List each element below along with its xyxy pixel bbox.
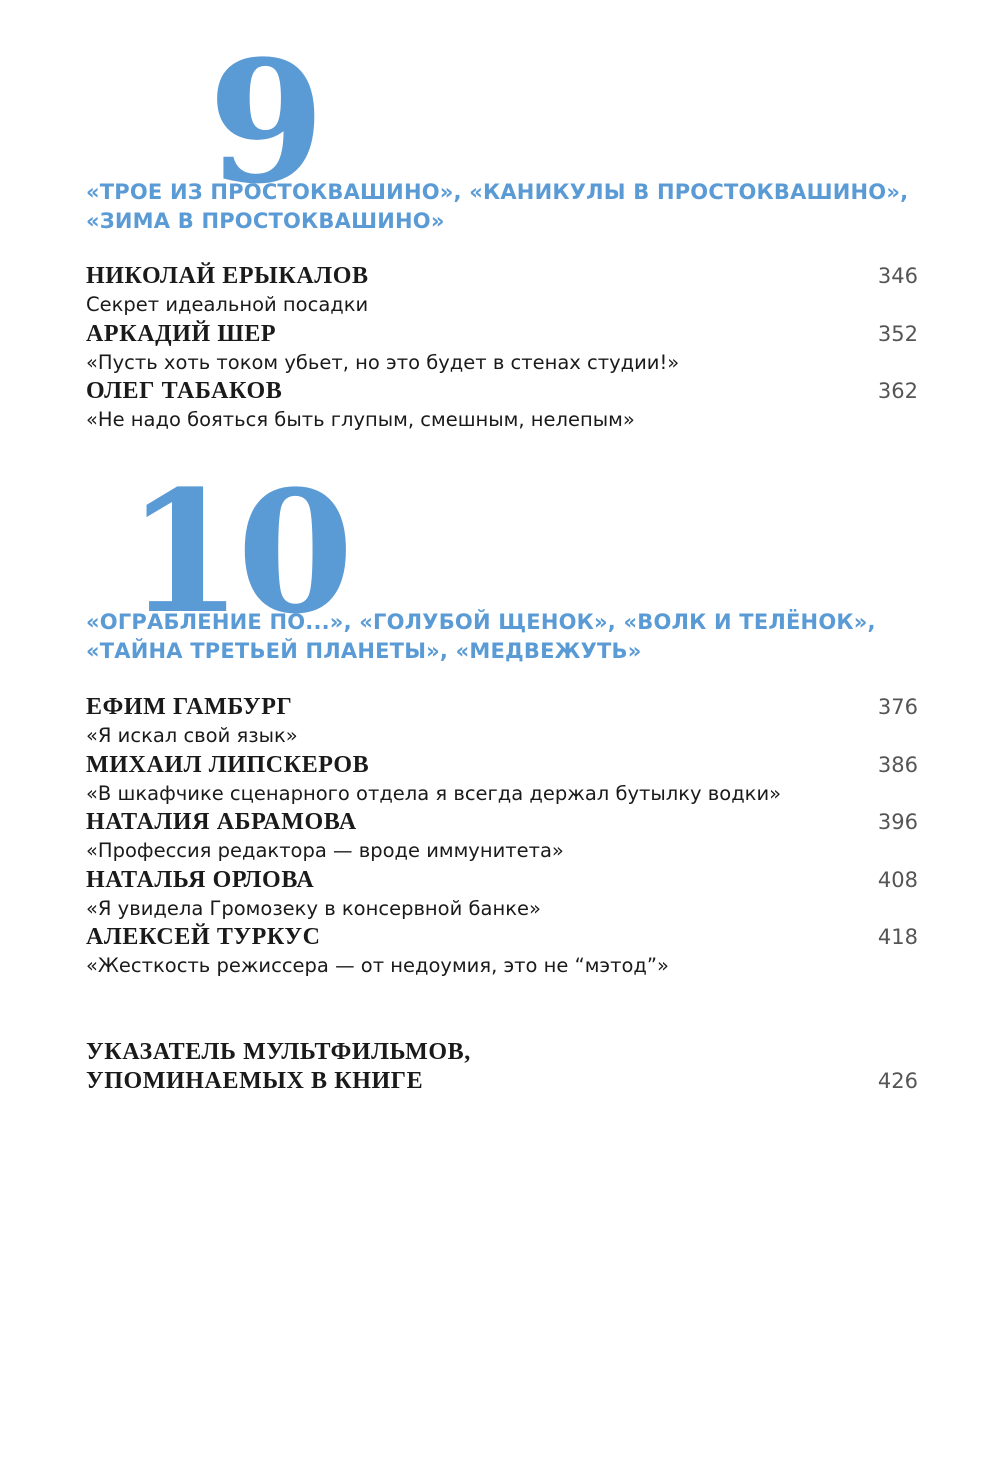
entry-title: «Пусть хоть током убьет, но это будет в стенах студии!» (86, 350, 680, 374)
toc-entry[interactable] (86, 808, 916, 866)
entry-page-number: 408 (877, 867, 918, 892)
entry-title: «В шкафчике сценарного отдела я всегда держал бутылку водки» (86, 781, 782, 805)
entry-title: «Жесткость режиссера — от недоумия, это не “мэтод”» (86, 954, 669, 977)
toc-entry[interactable] (86, 923, 916, 981)
entry-title: «Я искал свой язык» (86, 724, 298, 747)
entry-title: «Профессия редактора — вроде иммунитета» (86, 839, 564, 862)
toc-entry[interactable] (86, 320, 916, 378)
chapter-9-films (86, 178, 916, 236)
index-title-line-2: УПОМИНАЕМЫХ В КНИГЕ (86, 1068, 424, 1094)
entry-page-number: 362 (877, 379, 918, 403)
chapter-10-entries (86, 693, 916, 981)
entry-page-number: 418 (877, 925, 918, 949)
chapter-10-films (86, 608, 916, 666)
index-entry[interactable] (86, 1038, 916, 1096)
entry-author: ОЛЕГ ТАБАКОВ (86, 378, 283, 404)
toc-entry[interactable] (86, 377, 916, 435)
chapter-10-number: 10 (126, 453, 348, 651)
entry-author: НИКОЛАЙ ЕРЫКАЛОВ (86, 263, 369, 289)
chapter-9-films-line-1: «ТРОЕ ИЗ ПРОСТОКВАШИНО», «КАНИКУЛЫ В ПРОСТОКВАШИНО», (86, 180, 909, 204)
entry-author: МИХАИЛ ЛИПСКЕРОВ (86, 751, 370, 778)
toc-entry[interactable] (86, 751, 916, 809)
entry-author: АРКАДИЙ ШЕР (86, 320, 277, 347)
entry-page-number: 352 (877, 321, 918, 346)
entry-page-number: 386 (877, 752, 918, 777)
chapter-9-films-line-2: «ЗИМА В ПРОСТОКВАШИНО» (86, 209, 445, 233)
entry-title: Секрет идеальной посадки (86, 293, 369, 316)
entry-author: ЕФИМ ГАМБУРГ (86, 694, 293, 720)
entry-title: «Я увидела Громозеку в консервной банке» (86, 896, 541, 920)
entry-page-number: 376 (877, 695, 918, 719)
chapter-10-films-line-1: «ОГРАБЛЕНИЕ ПО...», «ГОЛУБОЙ ЩЕНОК», «ВОЛК И ТЕЛЁНОК», (86, 610, 876, 634)
chapter-9-number: 9 (208, 23, 319, 221)
chapter-10-films-line-2: «ТАЙНА ТРЕТЬЕЙ ПЛАНЕТЫ», «МЕДВЕЖУТЬ» (86, 639, 642, 663)
toc-entry[interactable] (86, 693, 916, 751)
toc-entry[interactable] (86, 866, 916, 924)
index-title-line-1: УКАЗАТЕЛЬ МУЛЬТФИЛЬМОВ, (86, 1039, 471, 1065)
entry-author: НАТАЛЬЯ ОРЛОВА (86, 866, 315, 893)
entry-page-number: 346 (877, 264, 918, 288)
entry-author: НАТАЛИЯ АБРАМОВА (86, 809, 357, 835)
index-page-number: 426 (877, 1069, 918, 1093)
entry-page-number: 396 (877, 810, 918, 834)
chapter-9-entries (86, 262, 916, 435)
entry-title: «Не надо бояться быть глупым, смешным, нелепым» (86, 408, 635, 431)
toc-entry[interactable] (86, 262, 916, 320)
entry-author: АЛЕКСЕЙ ТУРКУС (86, 924, 321, 950)
